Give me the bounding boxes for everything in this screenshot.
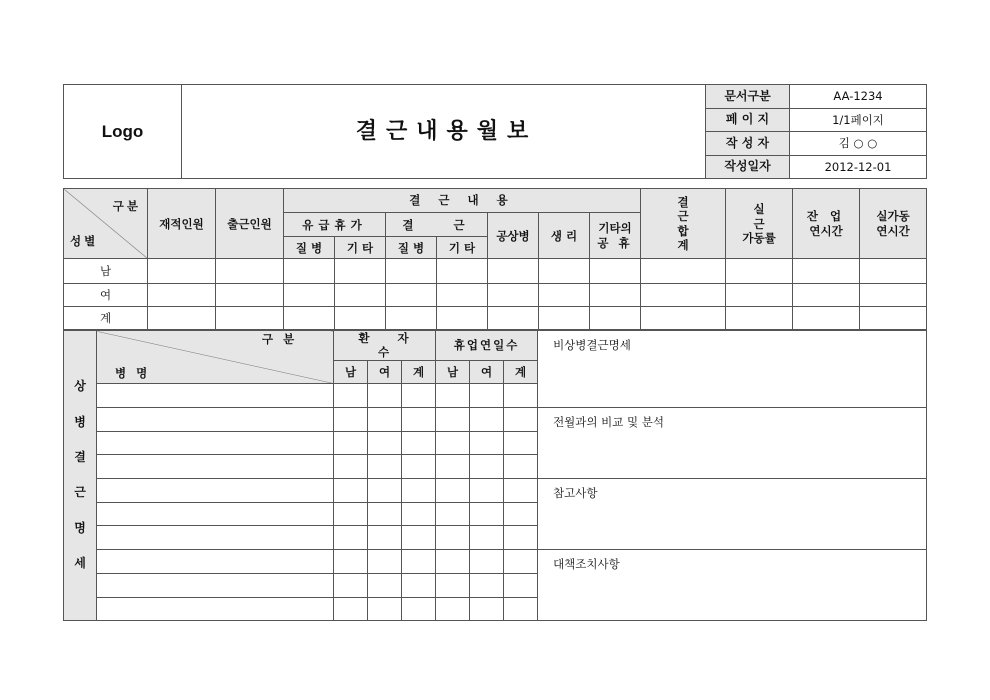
side-char: 상 bbox=[74, 379, 86, 394]
col-overtime-hours bbox=[793, 189, 860, 259]
absence-summary-table bbox=[63, 188, 927, 330]
cell[interactable] bbox=[402, 454, 436, 478]
document-header bbox=[63, 84, 927, 179]
cell[interactable] bbox=[334, 549, 368, 573]
disease-name-cell[interactable] bbox=[97, 454, 334, 478]
leaf-paid-illness: 질 병 bbox=[284, 237, 335, 259]
cell[interactable] bbox=[437, 306, 488, 329]
info-value-author[interactable]: 김 ○ ○ bbox=[790, 132, 927, 156]
cell[interactable] bbox=[335, 283, 386, 306]
category-disease-diagonal-cell bbox=[97, 331, 334, 384]
cell[interactable] bbox=[436, 431, 470, 454]
cell[interactable] bbox=[504, 525, 538, 549]
cell[interactable] bbox=[437, 259, 488, 283]
cell[interactable] bbox=[368, 573, 402, 597]
cell[interactable] bbox=[437, 283, 488, 306]
cell[interactable] bbox=[641, 259, 726, 283]
group-leave-days: 휴업연일수 bbox=[436, 331, 538, 361]
cell[interactable] bbox=[334, 597, 368, 620]
row-label-male: 남 bbox=[64, 259, 148, 283]
cell[interactable] bbox=[436, 407, 470, 431]
cell[interactable] bbox=[539, 306, 590, 329]
real-hours-line2: 연시간 bbox=[876, 223, 910, 238]
cell[interactable] bbox=[386, 283, 437, 306]
cell[interactable] bbox=[284, 283, 335, 306]
cell[interactable] bbox=[334, 525, 368, 549]
cell[interactable] bbox=[386, 306, 437, 329]
cell[interactable] bbox=[504, 454, 538, 478]
diag-label-disease: 병 명 bbox=[115, 366, 151, 381]
note-emergency-illness-absence[interactable]: 비상병결근명세 bbox=[538, 331, 927, 408]
cell[interactable] bbox=[470, 407, 504, 431]
patients-total: 계 bbox=[402, 360, 436, 383]
cell[interactable] bbox=[726, 259, 793, 283]
absence-total-line1: 결 근 bbox=[677, 194, 707, 224]
cell[interactable] bbox=[368, 454, 402, 478]
disease-name-cell[interactable] bbox=[97, 431, 334, 454]
cell[interactable] bbox=[334, 502, 368, 525]
info-label-doc-type: 문서구분 bbox=[706, 85, 790, 109]
cell[interactable] bbox=[368, 383, 402, 407]
cell[interactable] bbox=[284, 306, 335, 329]
cell[interactable] bbox=[148, 306, 216, 329]
cell[interactable] bbox=[216, 259, 284, 283]
sub-absence: 결 근 bbox=[386, 213, 488, 237]
cell[interactable] bbox=[402, 431, 436, 454]
patients-male: 남 bbox=[334, 360, 368, 383]
note-references[interactable]: 참고사항 bbox=[538, 478, 927, 549]
cell[interactable] bbox=[368, 431, 402, 454]
cell[interactable] bbox=[148, 259, 216, 283]
cell[interactable] bbox=[334, 407, 368, 431]
col-absence-total bbox=[641, 189, 726, 259]
cell[interactable] bbox=[470, 525, 504, 549]
info-label-page: 페 이 지 bbox=[706, 108, 790, 132]
cell[interactable] bbox=[860, 259, 927, 283]
cell[interactable] bbox=[368, 407, 402, 431]
col-real-operation-hours bbox=[860, 189, 927, 259]
cell[interactable] bbox=[148, 283, 216, 306]
cell[interactable] bbox=[368, 597, 402, 620]
cell[interactable] bbox=[436, 549, 470, 573]
cell[interactable] bbox=[488, 259, 539, 283]
cell[interactable] bbox=[436, 502, 470, 525]
leaf-paid-other: 기 타 bbox=[335, 237, 386, 259]
side-char: 근 bbox=[74, 485, 86, 500]
cell[interactable] bbox=[793, 259, 860, 283]
sub-work-injury: 공상병 bbox=[488, 213, 539, 259]
row-label-total: 계 bbox=[64, 306, 148, 329]
info-value-date[interactable]: 2012-12-01 bbox=[790, 155, 927, 179]
cell[interactable] bbox=[436, 454, 470, 478]
cell[interactable] bbox=[504, 502, 538, 525]
disease-name-cell[interactable] bbox=[97, 549, 334, 573]
col-enrolled: 재적인원 bbox=[148, 189, 216, 259]
group-patient-count: 환 자 수 bbox=[334, 331, 436, 361]
leaf-absence-other: 기 타 bbox=[437, 237, 488, 259]
diag-label-gender: 성별 bbox=[70, 234, 99, 249]
cell[interactable] bbox=[402, 573, 436, 597]
cell[interactable] bbox=[793, 306, 860, 329]
cell[interactable] bbox=[470, 383, 504, 407]
col-actual-operation-rate bbox=[726, 189, 793, 259]
overtime-line1: 잔 업 bbox=[806, 209, 846, 224]
info-value-doc-type[interactable]: AA-1234 bbox=[790, 85, 927, 109]
cell[interactable] bbox=[335, 306, 386, 329]
side-char: 세 bbox=[74, 556, 86, 571]
cell[interactable] bbox=[504, 407, 538, 431]
cell[interactable] bbox=[470, 549, 504, 573]
disease-name-cell[interactable] bbox=[97, 597, 334, 620]
cell[interactable] bbox=[504, 573, 538, 597]
cell[interactable] bbox=[504, 431, 538, 454]
info-label-date: 작성일자 bbox=[706, 155, 790, 179]
leave-total: 계 bbox=[504, 360, 538, 383]
cell[interactable] bbox=[590, 283, 641, 306]
other-holiday-line2: 공 휴 bbox=[597, 235, 633, 250]
leaf-absence-illness: 질 병 bbox=[386, 237, 437, 259]
cell[interactable] bbox=[590, 259, 641, 283]
cell[interactable] bbox=[402, 478, 436, 502]
disease-name-cell[interactable] bbox=[97, 502, 334, 525]
cell[interactable] bbox=[402, 597, 436, 620]
cell[interactable] bbox=[402, 502, 436, 525]
cell[interactable] bbox=[504, 597, 538, 620]
sub-menstrual: 생 리 bbox=[539, 213, 590, 259]
illness-absence-detail-table bbox=[63, 330, 927, 621]
cell[interactable] bbox=[436, 478, 470, 502]
disease-name-cell[interactable] bbox=[97, 383, 334, 407]
cell[interactable] bbox=[436, 383, 470, 407]
side-char: 명 bbox=[74, 520, 86, 535]
sub-other-holiday bbox=[590, 213, 641, 259]
cell[interactable] bbox=[436, 597, 470, 620]
cell[interactable] bbox=[470, 597, 504, 620]
cell[interactable] bbox=[334, 573, 368, 597]
cell[interactable] bbox=[402, 549, 436, 573]
actual-rate-line2: 근 bbox=[753, 216, 765, 231]
cell[interactable] bbox=[504, 383, 538, 407]
cell[interactable] bbox=[368, 478, 402, 502]
cell[interactable] bbox=[386, 259, 437, 283]
diag-label-category: 구분 bbox=[112, 199, 141, 213]
cell[interactable] bbox=[216, 283, 284, 306]
actual-rate-line3: 가동률 bbox=[742, 230, 776, 245]
cell[interactable] bbox=[436, 573, 470, 597]
cell[interactable] bbox=[470, 431, 504, 454]
disease-name-cell[interactable] bbox=[97, 525, 334, 549]
diag-label-category: 구 분 bbox=[262, 332, 298, 346]
cell[interactable] bbox=[860, 283, 927, 306]
cell[interactable] bbox=[641, 306, 726, 329]
row-label-female: 여 bbox=[64, 283, 148, 306]
disease-name-cell[interactable] bbox=[97, 573, 334, 597]
actual-rate-line1: 실 bbox=[753, 202, 765, 217]
disease-name-cell[interactable] bbox=[97, 407, 334, 431]
absence-total-line2: 합 계 bbox=[677, 223, 707, 253]
cell[interactable] bbox=[793, 283, 860, 306]
side-char: 병 bbox=[74, 414, 86, 429]
cell[interactable] bbox=[470, 502, 504, 525]
logo: Logo bbox=[64, 85, 182, 179]
cell[interactable] bbox=[334, 431, 368, 454]
cell[interactable] bbox=[368, 502, 402, 525]
cell[interactable] bbox=[436, 525, 470, 549]
cell[interactable] bbox=[402, 383, 436, 407]
cell[interactable] bbox=[334, 383, 368, 407]
leave-male: 남 bbox=[436, 360, 470, 383]
cell[interactable] bbox=[284, 259, 335, 283]
cell[interactable] bbox=[488, 283, 539, 306]
cell[interactable] bbox=[334, 454, 368, 478]
side-label-illness-absence-details bbox=[64, 331, 97, 621]
cell[interactable] bbox=[488, 306, 539, 329]
cell[interactable] bbox=[402, 525, 436, 549]
cell[interactable] bbox=[335, 259, 386, 283]
cell[interactable] bbox=[470, 573, 504, 597]
disease-name-cell[interactable] bbox=[97, 478, 334, 502]
other-holiday-line1: 기타의 bbox=[598, 221, 632, 236]
category-gender-diagonal-cell bbox=[64, 189, 148, 259]
info-value-page[interactable]: 1/1페이지 bbox=[790, 108, 927, 132]
col-attendance: 출근인원 bbox=[216, 189, 284, 259]
note-countermeasures[interactable]: 대책조치사항 bbox=[538, 549, 927, 620]
cell[interactable] bbox=[368, 525, 402, 549]
cell[interactable] bbox=[470, 478, 504, 502]
cell[interactable] bbox=[860, 306, 927, 329]
cell[interactable] bbox=[590, 306, 641, 329]
cell[interactable] bbox=[402, 407, 436, 431]
cell[interactable] bbox=[726, 283, 793, 306]
group-absence-details: 결 근 내 용 bbox=[284, 189, 641, 213]
cell[interactable] bbox=[504, 478, 538, 502]
document-title: 결근내용월보 bbox=[182, 85, 706, 179]
patients-female: 여 bbox=[368, 360, 402, 383]
sub-paid-leave: 유급휴가 bbox=[284, 213, 386, 237]
cell[interactable] bbox=[726, 306, 793, 329]
real-hours-line1: 실가동 bbox=[876, 209, 910, 224]
cell[interactable] bbox=[216, 306, 284, 329]
cell[interactable] bbox=[334, 478, 368, 502]
cell[interactable] bbox=[470, 454, 504, 478]
cell[interactable] bbox=[368, 549, 402, 573]
side-char: 결 bbox=[74, 449, 86, 464]
cell[interactable] bbox=[504, 549, 538, 573]
cell[interactable] bbox=[641, 283, 726, 306]
note-monthly-comparison[interactable]: 전월과의 비교 및 분석 bbox=[538, 407, 927, 478]
cell[interactable] bbox=[539, 283, 590, 306]
cell[interactable] bbox=[539, 259, 590, 283]
overtime-line2: 연시간 bbox=[809, 223, 843, 238]
leave-female: 여 bbox=[470, 360, 504, 383]
info-label-author: 작 성 자 bbox=[706, 132, 790, 156]
